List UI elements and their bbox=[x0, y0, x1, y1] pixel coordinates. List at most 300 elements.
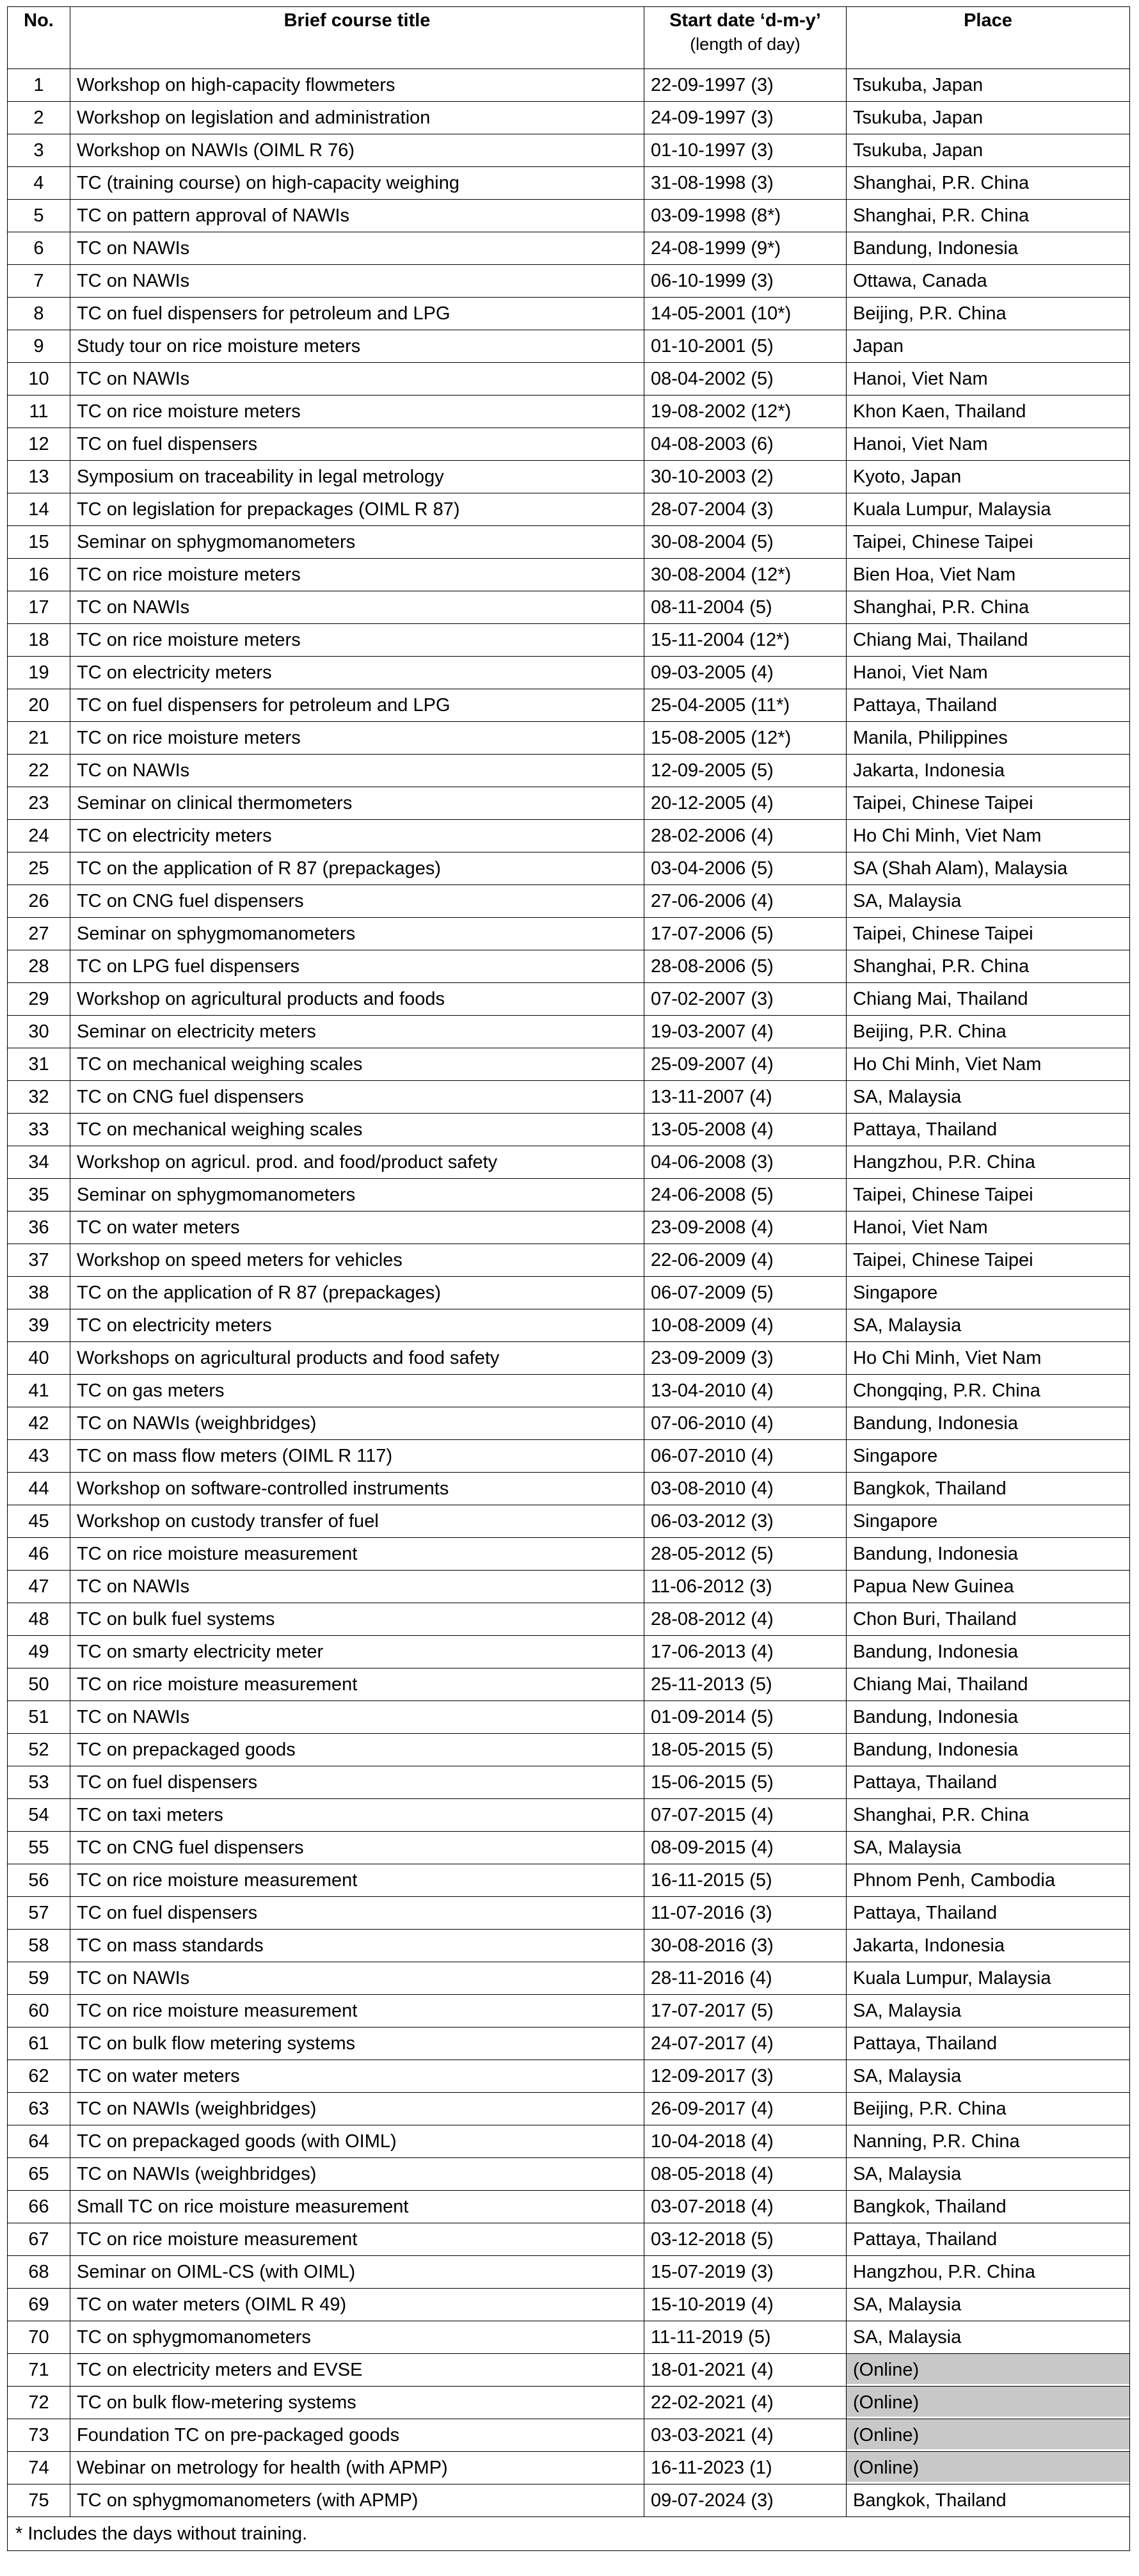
start-date: 30-08-2004 (5) bbox=[644, 526, 847, 559]
table-row bbox=[8, 591, 1130, 624]
course-title: Workshop on speed meters for vehicles bbox=[70, 1244, 644, 1277]
course-table bbox=[7, 6, 1130, 2551]
row-number: 9 bbox=[8, 330, 70, 363]
place: Jakarta, Indonesia bbox=[847, 755, 1130, 787]
table-row bbox=[8, 1505, 1130, 1538]
course-title: TC on gas meters bbox=[70, 1375, 644, 1407]
table-row bbox=[8, 167, 1130, 200]
table-row bbox=[8, 2028, 1130, 2060]
place: SA, Malaysia bbox=[847, 2321, 1130, 2354]
start-date: 15-10-2019 (4) bbox=[644, 2289, 847, 2321]
row-number: 69 bbox=[8, 2289, 70, 2321]
row-number: 14 bbox=[8, 493, 70, 526]
place: Beijing, P.R. China bbox=[847, 298, 1130, 330]
start-date: 13-05-2008 (4) bbox=[644, 1114, 847, 1146]
place: Chiang Mai, Thailand bbox=[847, 1668, 1130, 1701]
start-date: 14-05-2001 (10*) bbox=[644, 298, 847, 330]
table-row bbox=[8, 918, 1130, 950]
start-date: 25-11-2013 (5) bbox=[644, 1668, 847, 1701]
row-number: 38 bbox=[8, 1277, 70, 1309]
table-row bbox=[8, 461, 1130, 493]
place: Bandung, Indonesia bbox=[847, 232, 1130, 265]
course-title: TC on fuel dispensers bbox=[70, 428, 644, 461]
place: Shanghai, P.R. China bbox=[847, 167, 1130, 200]
row-number: 73 bbox=[8, 2419, 70, 2452]
course-title: TC on sphygmomanometers bbox=[70, 2321, 644, 2354]
start-date: 08-04-2002 (5) bbox=[644, 363, 847, 396]
course-title: TC on the application of R 87 (prepackages) bbox=[70, 1277, 644, 1309]
table-row bbox=[8, 852, 1130, 885]
row-number: 18 bbox=[8, 624, 70, 657]
row-number: 3 bbox=[8, 134, 70, 167]
table-row bbox=[8, 1962, 1130, 1995]
start-date: 28-08-2012 (4) bbox=[644, 1603, 847, 1636]
place: Bandung, Indonesia bbox=[847, 1538, 1130, 1571]
start-date: 24-06-2008 (5) bbox=[644, 1179, 847, 1212]
table-row bbox=[8, 134, 1130, 167]
start-date: 01-09-2014 (5) bbox=[644, 1701, 847, 1734]
row-number: 57 bbox=[8, 1897, 70, 1930]
course-title: TC on NAWIs bbox=[70, 1962, 644, 1995]
table-row bbox=[8, 1081, 1130, 1114]
table-row bbox=[8, 1016, 1130, 1048]
start-date: 15-07-2019 (3) bbox=[644, 2256, 847, 2289]
start-date: 03-07-2018 (4) bbox=[644, 2191, 847, 2223]
course-title: Webinar on metrology for health (with APMP) bbox=[70, 2452, 644, 2484]
course-title: TC on electricity meters bbox=[70, 657, 644, 689]
place: Bangkok, Thailand bbox=[847, 2191, 1130, 2223]
row-number: 31 bbox=[8, 1048, 70, 1081]
row-number: 34 bbox=[8, 1146, 70, 1179]
table-row bbox=[8, 722, 1130, 755]
course-title: TC on the application of R 87 (prepackages) bbox=[70, 852, 644, 885]
place: Ho Chi Minh, Viet Nam bbox=[847, 820, 1130, 852]
row-number: 47 bbox=[8, 1571, 70, 1603]
place: Pattaya, Thailand bbox=[847, 689, 1130, 722]
place: Singapore bbox=[847, 1277, 1130, 1309]
place: Taipei, Chinese Taipei bbox=[847, 1244, 1130, 1277]
table-row bbox=[8, 2484, 1130, 2517]
table-row bbox=[8, 2256, 1130, 2289]
place: SA, Malaysia bbox=[847, 1081, 1130, 1114]
row-number: 64 bbox=[8, 2125, 70, 2158]
start-date: 24-07-2017 (4) bbox=[644, 2028, 847, 2060]
table-row bbox=[8, 1701, 1130, 1734]
course-title: TC on NAWIs bbox=[70, 1701, 644, 1734]
row-number: 53 bbox=[8, 1766, 70, 1799]
start-date: 26-09-2017 (4) bbox=[644, 2093, 847, 2125]
table-row bbox=[8, 1636, 1130, 1668]
row-number: 29 bbox=[8, 983, 70, 1016]
row-number: 52 bbox=[8, 1734, 70, 1766]
place: SA, Malaysia bbox=[847, 1309, 1130, 1342]
place: Pattaya, Thailand bbox=[847, 2223, 1130, 2256]
row-number: 59 bbox=[8, 1962, 70, 1995]
table-row bbox=[8, 689, 1130, 722]
row-number: 48 bbox=[8, 1603, 70, 1636]
course-title: TC on smarty electricity meter bbox=[70, 1636, 644, 1668]
course-title: TC on rice moisture meters bbox=[70, 624, 644, 657]
table-footer bbox=[8, 2517, 1130, 2551]
start-date: 10-04-2018 (4) bbox=[644, 2125, 847, 2158]
course-title: TC on sphygmomanometers (with APMP) bbox=[70, 2484, 644, 2517]
start-date: 06-03-2012 (3) bbox=[644, 1505, 847, 1538]
row-number: 56 bbox=[8, 1864, 70, 1897]
place: Singapore bbox=[847, 1440, 1130, 1473]
row-number: 54 bbox=[8, 1799, 70, 1832]
table-body bbox=[8, 69, 1130, 2517]
start-date: 28-05-2012 (5) bbox=[644, 1538, 847, 1571]
course-title: TC on fuel dispensers for petroleum and LPG bbox=[70, 689, 644, 722]
place: Bien Hoa, Viet Nam bbox=[847, 559, 1130, 591]
start-date: 03-09-1998 (8*) bbox=[644, 200, 847, 232]
course-title: TC on legislation for prepackages (OIML R 87) bbox=[70, 493, 644, 526]
row-number: 19 bbox=[8, 657, 70, 689]
place: Pattaya, Thailand bbox=[847, 2028, 1130, 2060]
place: Manila, Philippines bbox=[847, 722, 1130, 755]
course-title: TC on water meters bbox=[70, 1212, 644, 1244]
table-row bbox=[8, 1864, 1130, 1897]
course-title: Study tour on rice moisture meters bbox=[70, 330, 644, 363]
table-row bbox=[8, 2452, 1130, 2484]
course-title: Workshop on high-capacity flowmeters bbox=[70, 69, 644, 102]
start-date: 10-08-2009 (4) bbox=[644, 1309, 847, 1342]
start-date: 24-08-1999 (9*) bbox=[644, 232, 847, 265]
start-date: 27-06-2006 (4) bbox=[644, 885, 847, 918]
course-title: TC on NAWIs bbox=[70, 232, 644, 265]
table-row bbox=[8, 428, 1130, 461]
place: Bandung, Indonesia bbox=[847, 1701, 1130, 1734]
row-number: 1 bbox=[8, 69, 70, 102]
start-date: 07-06-2010 (4) bbox=[644, 1407, 847, 1440]
start-date: 04-08-2003 (6) bbox=[644, 428, 847, 461]
row-number: 17 bbox=[8, 591, 70, 624]
course-title: TC (training course) on high-capacity weighing bbox=[70, 167, 644, 200]
course-title: TC on electricity meters and EVSE bbox=[70, 2354, 644, 2387]
table-row bbox=[8, 2191, 1130, 2223]
start-date: 17-06-2013 (4) bbox=[644, 1636, 847, 1668]
table-row bbox=[8, 1538, 1130, 1571]
start-date: 22-06-2009 (4) bbox=[644, 1244, 847, 1277]
course-title: TC on NAWIs (weighbridges) bbox=[70, 2158, 644, 2191]
course-title: TC on rice moisture meters bbox=[70, 559, 644, 591]
row-number: 40 bbox=[8, 1342, 70, 1375]
course-title: Workshop on agricultural products and foods bbox=[70, 983, 644, 1016]
place: Taipei, Chinese Taipei bbox=[847, 1179, 1130, 1212]
table-row bbox=[8, 820, 1130, 852]
course-title: TC on rice moisture measurement bbox=[70, 2223, 644, 2256]
start-date: 09-07-2024 (3) bbox=[644, 2484, 847, 2517]
start-date: 19-03-2007 (4) bbox=[644, 1016, 847, 1048]
place: Hanoi, Viet Nam bbox=[847, 363, 1130, 396]
row-number: 60 bbox=[8, 1995, 70, 2028]
place: Bangkok, Thailand bbox=[847, 2484, 1130, 2517]
start-date: 19-08-2002 (12*) bbox=[644, 396, 847, 428]
start-date: 18-05-2015 (5) bbox=[644, 1734, 847, 1766]
table-row bbox=[8, 2387, 1130, 2419]
header-row bbox=[8, 7, 1130, 69]
row-number: 15 bbox=[8, 526, 70, 559]
course-title: TC on mechanical weighing scales bbox=[70, 1114, 644, 1146]
place: Pattaya, Thailand bbox=[847, 1897, 1130, 1930]
start-date: 22-09-1997 (3) bbox=[644, 69, 847, 102]
course-title: Seminar on sphygmomanometers bbox=[70, 526, 644, 559]
course-title: TC on electricity meters bbox=[70, 820, 644, 852]
row-number: 42 bbox=[8, 1407, 70, 1440]
row-number: 45 bbox=[8, 1505, 70, 1538]
table-row bbox=[8, 1114, 1130, 1146]
place: Shanghai, P.R. China bbox=[847, 200, 1130, 232]
row-number: 20 bbox=[8, 689, 70, 722]
table-row bbox=[8, 1309, 1130, 1342]
place: Kuala Lumpur, Malaysia bbox=[847, 1962, 1130, 1995]
place: Tsukuba, Japan bbox=[847, 102, 1130, 134]
table-row bbox=[8, 2419, 1130, 2452]
table-row bbox=[8, 2289, 1130, 2321]
start-date: 08-09-2015 (4) bbox=[644, 1832, 847, 1864]
place: Hangzhou, P.R. China bbox=[847, 2256, 1130, 2289]
row-number: 8 bbox=[8, 298, 70, 330]
start-date: 01-10-2001 (5) bbox=[644, 330, 847, 363]
row-number: 74 bbox=[8, 2452, 70, 2484]
course-title: TC on fuel dispensers bbox=[70, 1766, 644, 1799]
table-row bbox=[8, 1146, 1130, 1179]
place: Chiang Mai, Thailand bbox=[847, 983, 1130, 1016]
row-number: 46 bbox=[8, 1538, 70, 1571]
table-row bbox=[8, 1440, 1130, 1473]
footnote-row bbox=[8, 2517, 1130, 2551]
table-row bbox=[8, 624, 1130, 657]
start-date: 06-07-2009 (5) bbox=[644, 1277, 847, 1309]
start-date: 11-06-2012 (3) bbox=[644, 1571, 847, 1603]
course-title: TC on CNG fuel dispensers bbox=[70, 885, 644, 918]
start-date: 13-11-2007 (4) bbox=[644, 1081, 847, 1114]
start-date: 16-11-2015 (5) bbox=[644, 1864, 847, 1897]
header-place-label: Place bbox=[964, 10, 1012, 31]
row-number: 37 bbox=[8, 1244, 70, 1277]
place: Ho Chi Minh, Viet Nam bbox=[847, 1048, 1130, 1081]
table-row bbox=[8, 1212, 1130, 1244]
header-date-sublabel: (length of day) bbox=[690, 35, 800, 54]
place: Shanghai, P.R. China bbox=[847, 950, 1130, 983]
course-title: TC on fuel dispensers bbox=[70, 1897, 644, 1930]
start-date: 13-04-2010 (4) bbox=[644, 1375, 847, 1407]
table-row bbox=[8, 232, 1130, 265]
row-number: 32 bbox=[8, 1081, 70, 1114]
table-row bbox=[8, 265, 1130, 298]
place: Phnom Penh, Cambodia bbox=[847, 1864, 1130, 1897]
course-title: TC on NAWIs (weighbridges) bbox=[70, 2093, 644, 2125]
header-title bbox=[70, 7, 644, 69]
course-title: TC on rice moisture measurement bbox=[70, 1668, 644, 1701]
start-date: 30-08-2016 (3) bbox=[644, 1930, 847, 1962]
row-number: 21 bbox=[8, 722, 70, 755]
place: Bandung, Indonesia bbox=[847, 1636, 1130, 1668]
start-date: 03-08-2010 (4) bbox=[644, 1473, 847, 1505]
place: SA, Malaysia bbox=[847, 885, 1130, 918]
row-number: 36 bbox=[8, 1212, 70, 1244]
table-row bbox=[8, 200, 1130, 232]
place: Bandung, Indonesia bbox=[847, 1734, 1130, 1766]
table-row bbox=[8, 2321, 1130, 2354]
table-row bbox=[8, 1571, 1130, 1603]
place: Hanoi, Viet Nam bbox=[847, 428, 1130, 461]
course-title: Workshops on agricultural products and food safety bbox=[70, 1342, 644, 1375]
start-date: 18-01-2021 (4) bbox=[644, 2354, 847, 2387]
row-number: 51 bbox=[8, 1701, 70, 1734]
course-title: Seminar on electricity meters bbox=[70, 1016, 644, 1048]
start-date: 03-03-2021 (4) bbox=[644, 2419, 847, 2452]
course-title: TC on water meters bbox=[70, 2060, 644, 2093]
start-date: 03-04-2006 (5) bbox=[644, 852, 847, 885]
table-row bbox=[8, 885, 1130, 918]
course-title: TC on NAWIs bbox=[70, 265, 644, 298]
place: Chiang Mai, Thailand bbox=[847, 624, 1130, 657]
row-number: 63 bbox=[8, 2093, 70, 2125]
course-title: TC on NAWIs bbox=[70, 591, 644, 624]
place: SA, Malaysia bbox=[847, 1832, 1130, 1864]
course-title: TC on pattern approval of NAWIs bbox=[70, 200, 644, 232]
row-number: 61 bbox=[8, 2028, 70, 2060]
start-date: 17-07-2006 (5) bbox=[644, 918, 847, 950]
start-date: 28-08-2006 (5) bbox=[644, 950, 847, 983]
row-number: 30 bbox=[8, 1016, 70, 1048]
course-title: TC on rice moisture meters bbox=[70, 396, 644, 428]
place: Taipei, Chinese Taipei bbox=[847, 787, 1130, 820]
table-row bbox=[8, 1799, 1130, 1832]
row-number: 22 bbox=[8, 755, 70, 787]
course-title: Small TC on rice moisture measurement bbox=[70, 2191, 644, 2223]
course-title: TC on water meters (OIML R 49) bbox=[70, 2289, 644, 2321]
course-title: TC on electricity meters bbox=[70, 1309, 644, 1342]
place: Tsukuba, Japan bbox=[847, 134, 1130, 167]
row-number: 66 bbox=[8, 2191, 70, 2223]
row-number: 5 bbox=[8, 200, 70, 232]
table-row bbox=[8, 396, 1130, 428]
table-row bbox=[8, 1407, 1130, 1440]
header-no bbox=[8, 7, 70, 69]
course-title: TC on rice moisture meters bbox=[70, 722, 644, 755]
table-row bbox=[8, 2223, 1130, 2256]
row-number: 2 bbox=[8, 102, 70, 134]
start-date: 08-11-2004 (5) bbox=[644, 591, 847, 624]
start-date: 28-02-2006 (4) bbox=[644, 820, 847, 852]
course-title: TC on rice moisture measurement bbox=[70, 1995, 644, 2028]
table-row bbox=[8, 102, 1130, 134]
start-date: 07-07-2015 (4) bbox=[644, 1799, 847, 1832]
start-date: 20-12-2005 (4) bbox=[644, 787, 847, 820]
start-date: 12-09-2017 (3) bbox=[644, 2060, 847, 2093]
start-date: 22-02-2021 (4) bbox=[644, 2387, 847, 2419]
course-title: Seminar on OIML-CS (with OIML) bbox=[70, 2256, 644, 2289]
header-no-label: No. bbox=[24, 10, 54, 31]
start-date: 23-09-2008 (4) bbox=[644, 1212, 847, 1244]
start-date: 06-10-1999 (3) bbox=[644, 265, 847, 298]
course-title: TC on NAWIs bbox=[70, 755, 644, 787]
table-row bbox=[8, 493, 1130, 526]
course-title: Workshop on agricul. prod. and food/product safety bbox=[70, 1146, 644, 1179]
row-number: 12 bbox=[8, 428, 70, 461]
course-title: TC on rice moisture measurement bbox=[70, 1538, 644, 1571]
start-date: 28-07-2004 (3) bbox=[644, 493, 847, 526]
start-date: 07-02-2007 (3) bbox=[644, 983, 847, 1016]
table-row bbox=[8, 1734, 1130, 1766]
table-row bbox=[8, 1603, 1130, 1636]
table-row bbox=[8, 1048, 1130, 1081]
row-number: 27 bbox=[8, 918, 70, 950]
table-row bbox=[8, 330, 1130, 363]
course-title: TC on bulk flow metering systems bbox=[70, 2028, 644, 2060]
row-number: 10 bbox=[8, 363, 70, 396]
course-title: TC on prepackaged goods bbox=[70, 1734, 644, 1766]
table-row bbox=[8, 559, 1130, 591]
start-date: 03-12-2018 (5) bbox=[644, 2223, 847, 2256]
table-row bbox=[8, 1897, 1130, 1930]
place: Japan bbox=[847, 330, 1130, 363]
course-title: Seminar on clinical thermometers bbox=[70, 787, 644, 820]
course-title: TC on NAWIs bbox=[70, 363, 644, 396]
start-date: 01-10-1997 (3) bbox=[644, 134, 847, 167]
table-row bbox=[8, 2060, 1130, 2093]
header-place bbox=[847, 7, 1130, 69]
course-title: TC on mass standards bbox=[70, 1930, 644, 1962]
table-row bbox=[8, 755, 1130, 787]
start-date: 16-11-2023 (1) bbox=[644, 2452, 847, 2484]
course-title: TC on fuel dispensers for petroleum and LPG bbox=[70, 298, 644, 330]
place: Bandung, Indonesia bbox=[847, 1407, 1130, 1440]
row-number: 4 bbox=[8, 167, 70, 200]
place: Chongqing, P.R. China bbox=[847, 1375, 1130, 1407]
table-row bbox=[8, 1277, 1130, 1309]
place-online: (Online) bbox=[847, 2452, 1130, 2484]
start-date: 08-05-2018 (4) bbox=[644, 2158, 847, 2191]
table-row bbox=[8, 363, 1130, 396]
place: Tsukuba, Japan bbox=[847, 69, 1130, 102]
table-row bbox=[8, 657, 1130, 689]
place-online: (Online) bbox=[847, 2419, 1130, 2452]
table-row bbox=[8, 526, 1130, 559]
row-number: 55 bbox=[8, 1832, 70, 1864]
place: Papua New Guinea bbox=[847, 1571, 1130, 1603]
row-number: 35 bbox=[8, 1179, 70, 1212]
table-row bbox=[8, 983, 1130, 1016]
row-number: 44 bbox=[8, 1473, 70, 1505]
row-number: 13 bbox=[8, 461, 70, 493]
place: Singapore bbox=[847, 1505, 1130, 1538]
place: Taipei, Chinese Taipei bbox=[847, 526, 1130, 559]
place: Pattaya, Thailand bbox=[847, 1766, 1130, 1799]
place: Beijing, P.R. China bbox=[847, 1016, 1130, 1048]
start-date: 06-07-2010 (4) bbox=[644, 1440, 847, 1473]
start-date: 23-09-2009 (3) bbox=[644, 1342, 847, 1375]
start-date: 28-11-2016 (4) bbox=[644, 1962, 847, 1995]
course-title: Workshop on legislation and administration bbox=[70, 102, 644, 134]
start-date: 30-10-2003 (2) bbox=[644, 461, 847, 493]
table-row bbox=[8, 1244, 1130, 1277]
course-title: Seminar on sphygmomanometers bbox=[70, 918, 644, 950]
row-number: 28 bbox=[8, 950, 70, 983]
course-title: TC on NAWIs (weighbridges) bbox=[70, 1407, 644, 1440]
place: Beijing, P.R. China bbox=[847, 2093, 1130, 2125]
place: SA, Malaysia bbox=[847, 2289, 1130, 2321]
course-title: TC on bulk flow-metering systems bbox=[70, 2387, 644, 2419]
place: SA, Malaysia bbox=[847, 2158, 1130, 2191]
start-date: 15-08-2005 (12*) bbox=[644, 722, 847, 755]
course-title: TC on rice moisture measurement bbox=[70, 1864, 644, 1897]
table-header bbox=[8, 7, 1130, 69]
place-online: (Online) bbox=[847, 2387, 1130, 2419]
table-row bbox=[8, 1342, 1130, 1375]
